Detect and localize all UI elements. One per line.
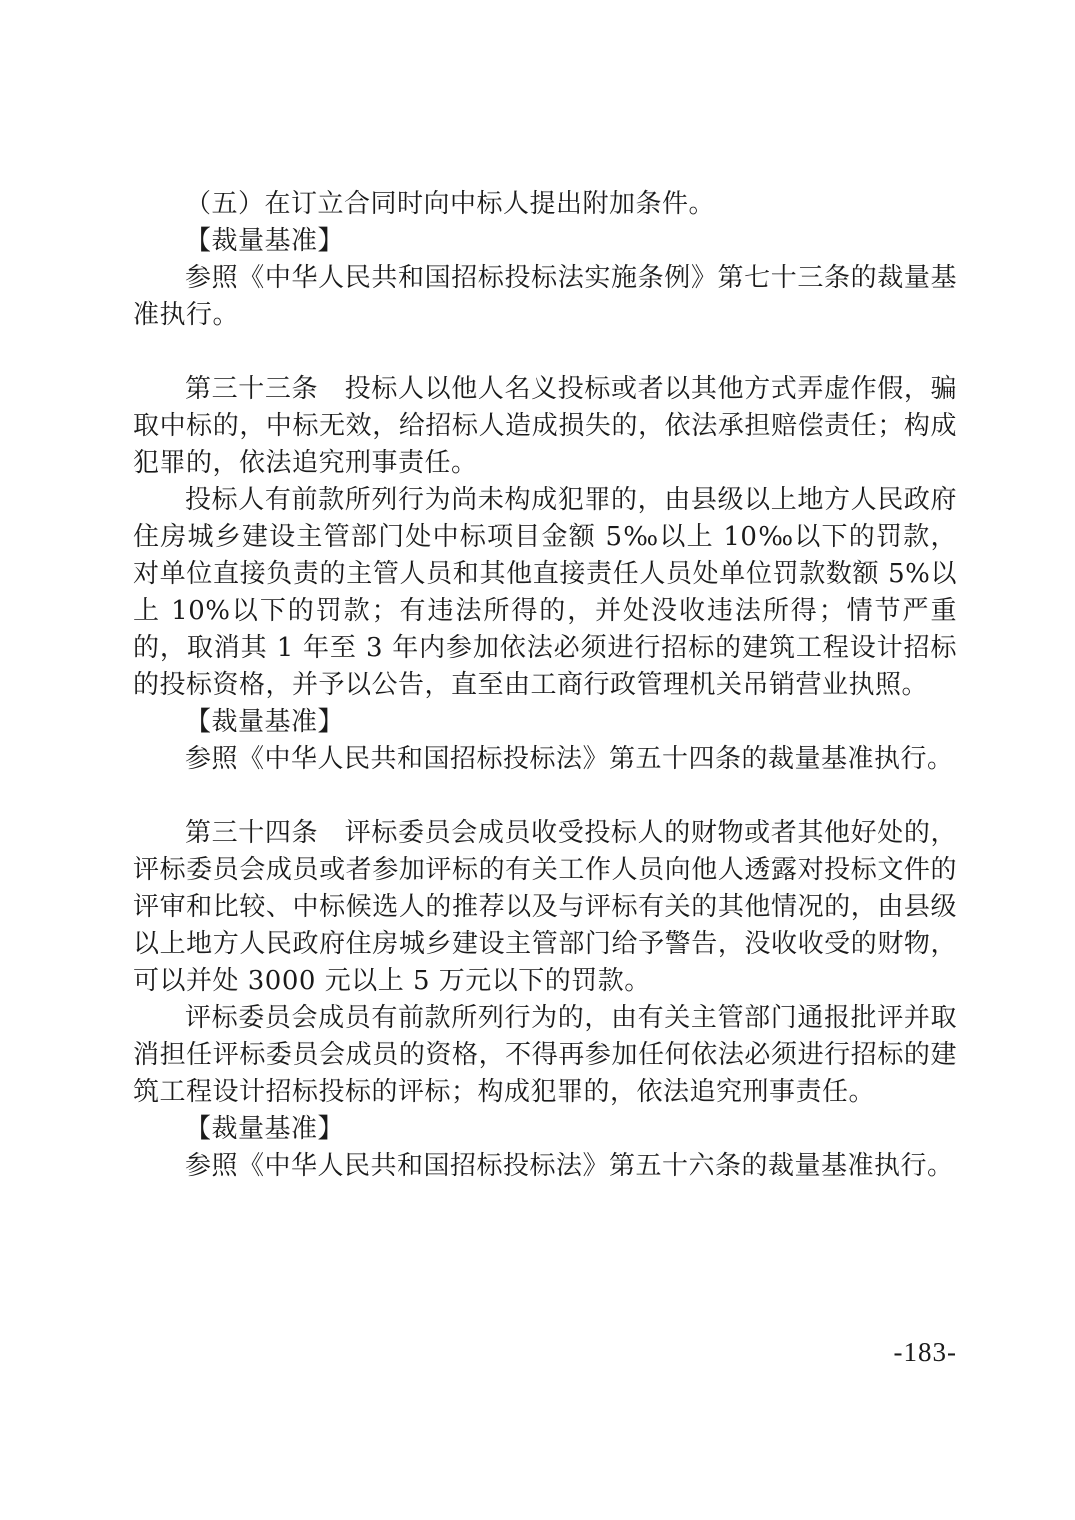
article-34-paragraph-2: 评标委员会成员有前款所列行为的，由有关主管部门通报批评并取消担任评标委员会成员的资格，不得再参加任何依法必须进行招标的建筑工程设计招标投标的评标；构成犯罪的，依法追究刑事责任。 — [133, 1003, 957, 1107]
article-33-discretion-basis-heading: 【裁量基准】 — [185, 707, 345, 737]
article-34-discretion-basis-text: 参照《中华人民共和国招标投标法》第五十六条的裁量基准执行。 — [185, 1151, 954, 1181]
intro-discretion-basis-text: 参照《中华人民共和国招标投标法实施条例》第七十三条的裁量基准执行。 — [133, 263, 957, 330]
article-33-paragraph-2: 投标人有前款所列行为尚未构成犯罪的，由县级以上地方人民政府住房城乡建设主管部门处中标项目金额 5‰以上 10‰以下的罚款，对单位直接负责的主管人员和其他直接责任人员处单位罚款数额 5%以上 10%以下的罚款；有违法所得的，并处没收违法所得；情节严重的，取消其 1 年至 3 年内参加依法必须进行招标的建筑工程设计招标的投标资格，并予以公告，直至由工商行政管理机关吊销营业执照。 — [133, 485, 957, 700]
article-33-paragraph-1: 第三十三条 投标人以他人名义投标或者以其他方式弄虚作假，骗取中标的，中标无效，给招标人造成损失的，依法承担赔偿责任；构成犯罪的，依法追究刑事责任。 — [133, 374, 957, 478]
intro-discretion-basis-heading: 【裁量基准】 — [185, 226, 345, 256]
page-number: -183- — [893, 1337, 957, 1367]
article-34-discretion-basis-heading: 【裁量基准】 — [185, 1114, 345, 1144]
article-33-discretion-basis-text: 参照《中华人民共和国招标投标法》第五十四条的裁量基准执行。 — [185, 744, 954, 774]
document-body — [133, 186, 957, 1185]
article-34-paragraph-1: 第三十四条 评标委员会成员收受投标人的财物或者其他好处的，评标委员会成员或者参加评标的有关工作人员向他人透露对投标文件的评审和比较、中标候选人的推荐以及与评标有关的其他情况的，由县级以上地方人民政府住房城乡建设主管部门给予警告，没收收受的财物，可以并处 3000 元以上 5 万元以下的罚款。 — [133, 818, 957, 996]
clause-item-5: （五）在订立合同时向中标人提出附加条件。 — [185, 189, 716, 219]
